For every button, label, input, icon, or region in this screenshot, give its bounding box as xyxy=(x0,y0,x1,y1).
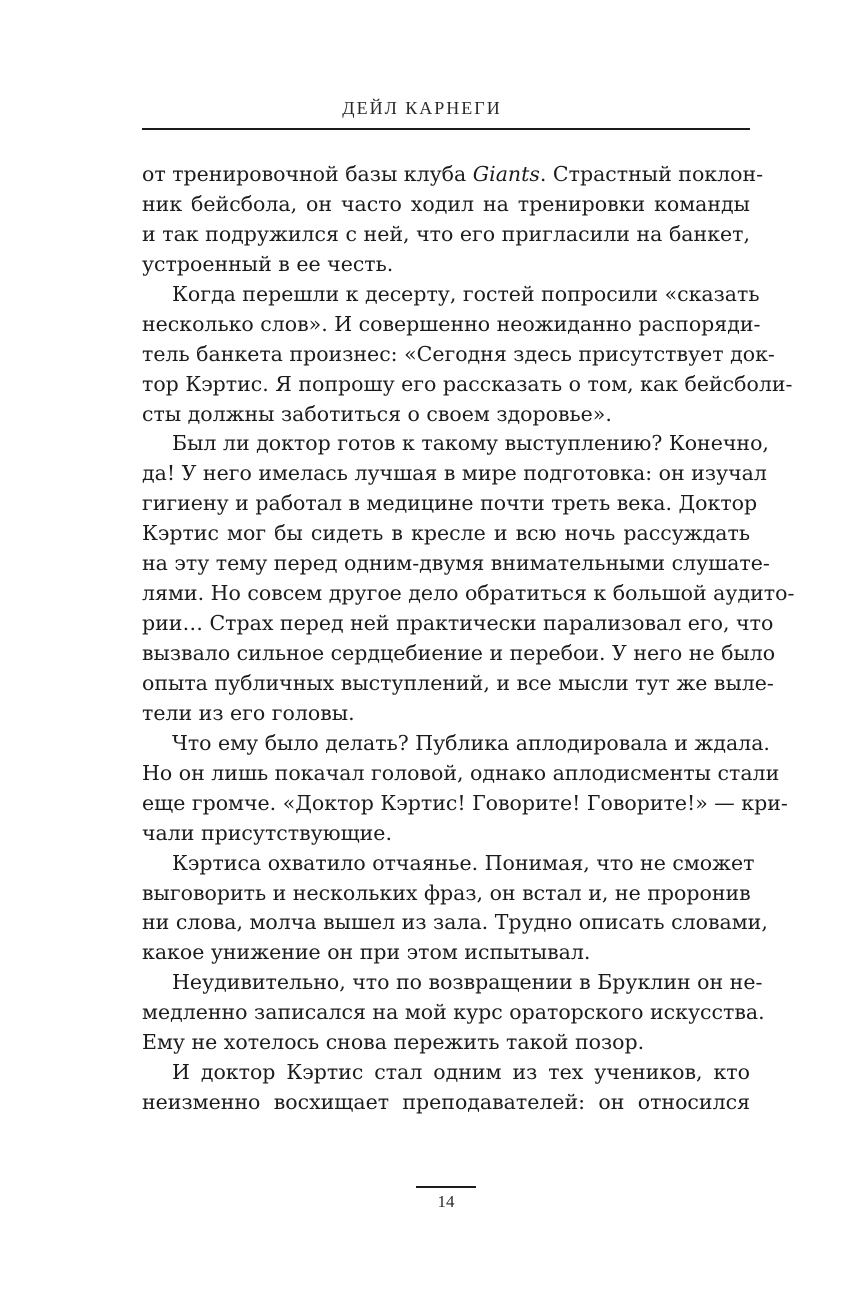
text-line: неизменно восхищает преподавателей: он относился xyxy=(142,1090,750,1115)
text-line: Кэртис мог бы сидеть в кресле и всю ночь рассуждать xyxy=(142,521,750,546)
running-header: ДЕЙЛ КАРНЕГИ xyxy=(342,98,502,118)
text-line: медленно записался на мой курс ораторского искусства. xyxy=(142,1000,765,1025)
header-rule xyxy=(142,128,750,130)
paragraph-2 xyxy=(142,280,793,430)
paragraph-7 xyxy=(142,1058,750,1118)
text-line: гигиену и работал в медицине почти треть века. Доктор xyxy=(142,491,758,516)
text-line: опыта публичных выступлений, и все мысли тут же выле- xyxy=(142,670,774,695)
text-line: рии… Страх перед ней практически парализовал его, что xyxy=(142,611,774,636)
text-line: какое унижение он при этом испытывал. xyxy=(142,940,591,965)
paragraph-4 xyxy=(142,729,788,849)
paragraph-1 xyxy=(142,160,764,280)
text-line: чали присутствующие. xyxy=(142,820,392,845)
page-number: 14 xyxy=(437,1192,455,1211)
text-line: еще громче. «Доктор Кэртис! Говорите! Говорите!» — кри- xyxy=(142,790,788,815)
text-line: И доктор Кэртис стал одним из тех учеников, кто xyxy=(172,1060,750,1085)
text-line: ник бейсбола, он часто ходил на тренировки команды xyxy=(142,191,750,216)
paragraph-3 xyxy=(142,429,795,728)
text-line: устроенный в ее честь. xyxy=(142,251,394,276)
text-line: и так подружился с ней, что его пригласили на банкет, xyxy=(142,221,750,246)
body-text xyxy=(142,160,795,1118)
text-line: Ему не хотелось снова пережить такой позор. xyxy=(142,1030,645,1055)
text-line: ни слова, молча вышел из зала. Трудно описать словами, xyxy=(142,910,768,935)
text-line: Кэртиса охватило отчаянье. Понимая, что не сможет xyxy=(172,850,755,875)
text-line: вызвало сильное сердцебиение и перебои. У него не было xyxy=(142,641,776,665)
text-line: Но он лишь покачал головой, однако аплодисменты стали xyxy=(142,760,780,785)
text-line: тель банкета произнес: «Сегодня здесь присутствует док- xyxy=(142,341,775,366)
paragraph-5 xyxy=(142,849,768,969)
text-line: Когда перешли к десерту, гостей попросили «сказать xyxy=(172,281,760,306)
footer-rule xyxy=(416,1186,476,1188)
text-line: сты должны заботиться о своем здоровье». xyxy=(142,401,612,426)
text-line: несколько слов». И совершенно неожиданно распоряди- xyxy=(142,311,761,336)
paragraph-6 xyxy=(142,968,765,1058)
text-line: на эту тему перед одним-двумя внимательными слушате- xyxy=(142,551,770,576)
text-line: от тренировочной базы клуба Giants. Страстный поклон- xyxy=(142,162,764,186)
text-line: Что ему было делать? Публика аплодировала и ждала. xyxy=(172,730,770,755)
text-line: Был ли доктор готов к такому выступлению? Конечно, xyxy=(172,431,769,456)
text-line: тели из его головы. xyxy=(142,700,355,725)
text-line: лями. Но совсем другое дело обратиться к большой аудито- xyxy=(142,581,795,606)
text-line: Неудивительно, что по возвращении в Бруклин он не- xyxy=(172,970,763,995)
text-line: выговорить и нескольких фраз, он встал и, не проронив xyxy=(142,880,751,905)
text-line: да! У него имелась лучшая в мире подготовка: он изучал xyxy=(142,461,767,486)
text-line: тор Кэртис. Я попрошу его рассказать о том, как бейсболи- xyxy=(142,371,793,396)
